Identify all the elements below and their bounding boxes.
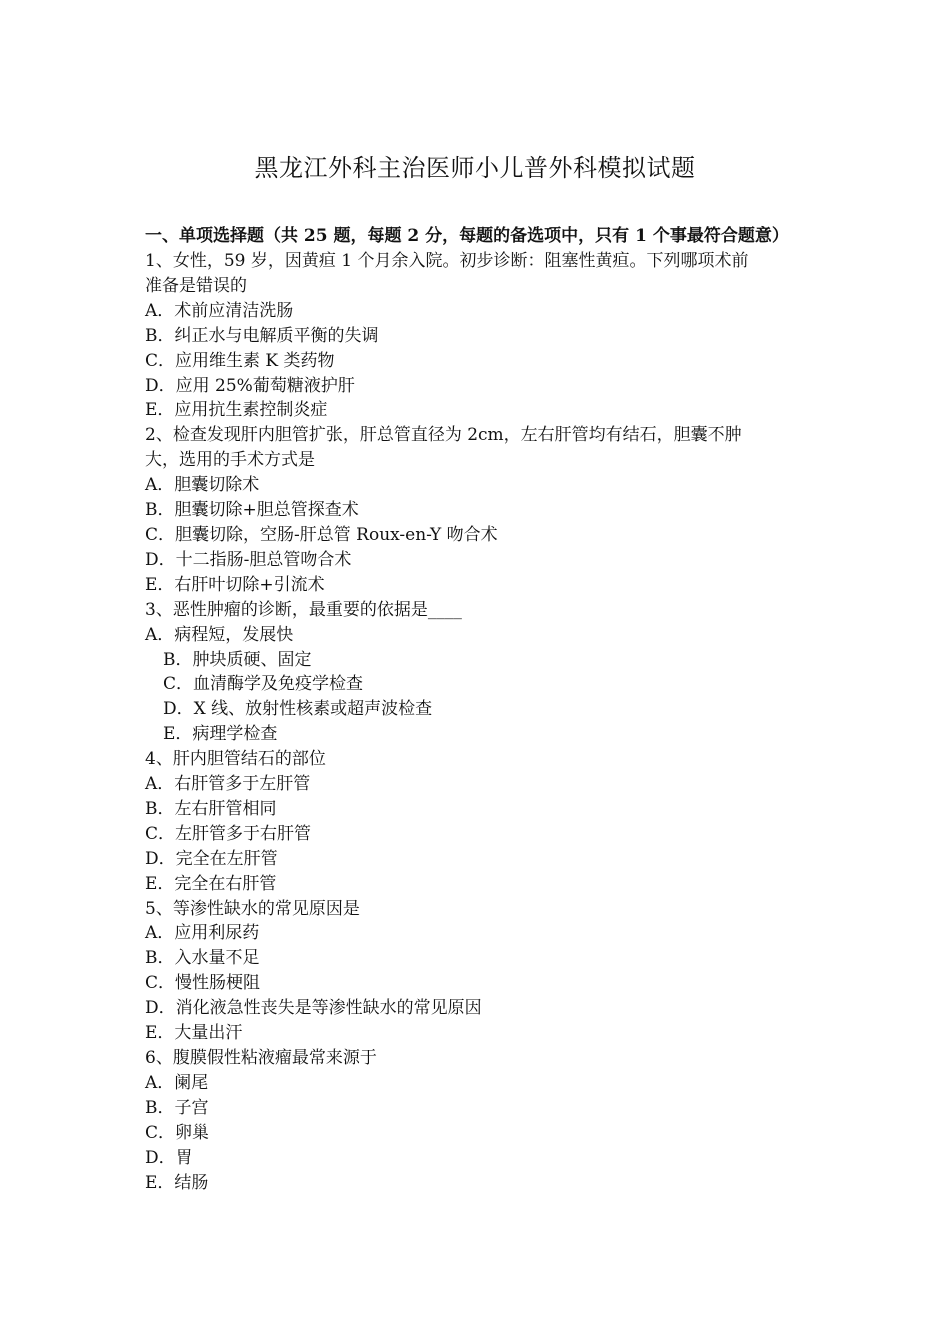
question-1-option-b: B．纠正水与电解质平衡的失调: [145, 325, 379, 346]
question-4-option-a: A．右肝管多于左肝管: [145, 774, 311, 795]
question-4-option-b: B．左右肝管相同: [145, 798, 277, 819]
question-5-option-b: B．入水量不足: [145, 948, 260, 969]
question-2-option-b: B．胆囊切除+胆总管探查术: [145, 500, 359, 521]
question-4-stem: 4、肝内胆管结石的部位: [145, 749, 326, 770]
question-6-option-c: C．卵巢: [145, 1122, 210, 1143]
question-5-option-c: C．慢性肠梗阻: [145, 973, 261, 994]
question-5-stem: 5、等渗性缺水的常见原因是: [145, 898, 360, 919]
question-6-option-a: A．阑尾: [145, 1072, 209, 1093]
question-1-stem: 1、女性，59 岁，因黄疸 1 个月余入院。初步诊断：阻塞性黄疸。下列哪项术前: [145, 251, 749, 271]
question-5-option-a: A．应用利尿药: [145, 923, 260, 944]
question-1-option-e: E．应用抗生素控制炎症: [145, 400, 328, 421]
document-title: 黑龙江外科主治医师小儿普外科模拟试题: [254, 154, 696, 182]
question-3-stem: 3、恶性肿瘤的诊断，最重要的依据是____: [145, 599, 462, 620]
section-heading: 一、单项选择题（共 25 题，每题 2 分，每题的备选项中，只有 1 个事最符合题意）: [145, 226, 789, 246]
question-4-option-c: C．左肝管多于右肝管: [145, 823, 312, 844]
question-3-option-c: C．血清酶学及免疫学检查: [163, 674, 364, 695]
question-6-option-e: E．结肠: [145, 1172, 209, 1193]
question-2-option-d: D．十二指肠-胆总管吻合术: [145, 549, 352, 570]
question-1-option-a: A．术前应清洁洗肠: [145, 300, 294, 321]
question-5-option-e: E．大量出汗: [145, 1023, 243, 1044]
question-3-option-b: B．肿块质硬、固定: [163, 649, 312, 670]
question-6-stem: 6、腹膜假性粘液瘤最常来源于: [145, 1048, 377, 1068]
question-6-option-b: B．子宫: [145, 1097, 209, 1118]
question-2-stem: 2、检查发现肝内胆管扩张，肝总管直径为 2cm，左右肝管均有结石，胆囊不肿: [145, 425, 742, 446]
question-3-option-d: D．X 线、放射性核素或超声波检查: [163, 699, 433, 720]
question-1-stem-cont: 准备是错误的: [145, 275, 247, 296]
question-3-option-e: E．病理学检查: [163, 724, 278, 745]
question-3-option-a: A．病程短，发展快: [145, 624, 294, 645]
question-2-option-e: E．右肝叶切除+引流术: [145, 574, 325, 595]
question-5-option-d: D．消化液急性丧失是等渗性缺水的常见原因: [145, 998, 482, 1019]
question-1-option-d: D．应用 25%葡萄糖液护肝: [145, 375, 355, 396]
question-2-option-c: C．胆囊切除，空肠-肝总管 Roux-en-Y 吻合术: [145, 524, 498, 545]
question-1-option-c: C．应用维生素 K 类药物: [145, 350, 335, 371]
question-4-option-d: D．完全在左肝管: [145, 848, 278, 869]
question-2-option-a: A．胆囊切除术: [145, 475, 260, 496]
question-2-stem-cont: 大，选用的手术方式是: [145, 450, 315, 471]
question-4-option-e: E．完全在右肝管: [145, 873, 277, 894]
question-6-option-d: D．胃: [145, 1147, 193, 1168]
document-body: [145, 224, 810, 1195]
